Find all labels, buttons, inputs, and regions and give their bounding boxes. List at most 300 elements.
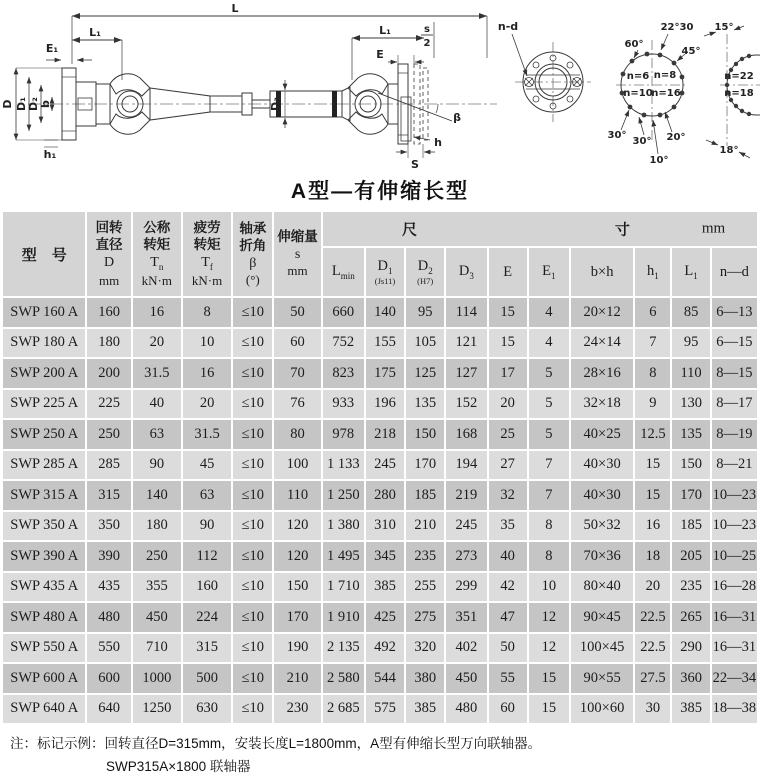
count-label-n16: n=16 <box>651 88 681 99</box>
value-cell: 500 <box>183 664 231 693</box>
value-cell: 640 <box>87 695 130 724</box>
model-cell: SWP 250 A <box>3 420 85 449</box>
value-cell: 127 <box>446 359 486 388</box>
value-cell: 380 <box>406 664 444 693</box>
count-label-n8: n=8 <box>653 70 677 81</box>
value-cell: 10 <box>529 573 569 602</box>
value-cell: 47 <box>489 603 527 632</box>
angle-label-15: 15° <box>714 22 734 33</box>
value-cell: 575 <box>366 695 404 724</box>
value-cell: 600 <box>87 664 130 693</box>
value-cell: 130 <box>672 390 709 419</box>
table-row <box>3 329 757 358</box>
dim-label-D3: D₃ <box>269 97 282 111</box>
model-cell: SWP 160 A <box>3 298 85 327</box>
value-cell: 120 <box>274 542 320 571</box>
dim-label-E1: E₁ <box>45 42 59 55</box>
value-cell: 180 <box>133 512 181 541</box>
table-row <box>3 603 757 632</box>
value-cell: 170 <box>672 481 709 510</box>
value-cell: 17 <box>489 359 527 388</box>
value-cell: 10—23 <box>712 481 757 510</box>
footnote <box>10 733 760 776</box>
dim-label-D1: D₁ <box>15 97 28 111</box>
col-header-extension: 伸缩量 s mm <box>274 212 320 296</box>
value-cell: 450 <box>133 603 181 632</box>
value-cell: 6 <box>635 298 670 327</box>
value-cell: 225 <box>87 390 130 419</box>
value-cell: 310 <box>366 512 404 541</box>
value-cell: 345 <box>366 542 404 571</box>
value-cell: 90×45 <box>571 603 633 632</box>
value-cell: 544 <box>366 664 404 693</box>
technical-drawing <box>0 0 760 172</box>
value-cell: 15 <box>489 298 527 327</box>
value-cell: 32 <box>489 481 527 510</box>
value-cell: 6—15 <box>712 329 757 358</box>
table-row <box>3 451 757 480</box>
angle-label-30-b: 30° <box>632 136 652 147</box>
value-cell: 90×55 <box>571 664 633 693</box>
table-row <box>3 481 757 510</box>
table-row <box>3 542 757 571</box>
col-group-dimensions <box>323 212 757 246</box>
value-cell: 1250 <box>133 695 181 724</box>
dim-label-E: E <box>376 48 384 61</box>
value-cell: 210 <box>274 664 320 693</box>
value-cell: ≤10 <box>233 695 272 724</box>
value-cell: 60 <box>274 329 320 358</box>
value-cell: 114 <box>446 298 486 327</box>
table-row <box>3 634 757 663</box>
value-cell: 385 <box>366 573 404 602</box>
value-cell: 8 <box>529 542 569 571</box>
value-cell: ≤10 <box>233 573 272 602</box>
value-cell: 200 <box>87 359 130 388</box>
value-cell: ≤10 <box>233 634 272 663</box>
value-cell: 121 <box>446 329 486 358</box>
col-header-rotation-diameter: 回转 直径 D mm <box>87 212 130 296</box>
value-cell: 355 <box>133 573 181 602</box>
value-cell: 80 <box>274 420 320 449</box>
value-cell: ≤10 <box>233 420 272 449</box>
value-cell: 2 685 <box>323 695 364 724</box>
value-cell: 219 <box>446 481 486 510</box>
value-cell: 185 <box>672 512 709 541</box>
value-cell: 245 <box>446 512 486 541</box>
header-line: 折角 <box>239 238 267 254</box>
value-cell: 140 <box>366 298 404 327</box>
model-cell: SWP 315 A <box>3 481 85 510</box>
value-cell: 150 <box>274 573 320 602</box>
model-cell: SWP 600 A <box>3 664 85 693</box>
value-cell: 20 <box>635 573 670 602</box>
value-cell: 15 <box>529 695 569 724</box>
value-cell: 492 <box>366 634 404 663</box>
angle-label-18: 18° <box>719 145 739 156</box>
model-cell: SWP 225 A <box>3 390 85 419</box>
value-cell: 210 <box>406 512 444 541</box>
value-cell: 60 <box>489 695 527 724</box>
angle-label-20: 20° <box>666 132 686 143</box>
value-cell: 30 <box>635 695 670 724</box>
value-cell: 150 <box>406 420 444 449</box>
col-header-lmin: $L_{min}$ <box>323 248 364 296</box>
value-cell: 50×32 <box>571 512 633 541</box>
value-cell: 218 <box>366 420 404 449</box>
value-cell: 8 <box>635 359 670 388</box>
value-cell: 230 <box>274 695 320 724</box>
value-cell: 8—15 <box>712 359 757 388</box>
col-header-l1: $L_1$ <box>672 248 709 296</box>
value-cell: 273 <box>446 542 486 571</box>
table-row <box>3 420 757 449</box>
value-cell: 110 <box>274 481 320 510</box>
value-cell: 360 <box>672 664 709 693</box>
value-cell: 290 <box>672 634 709 663</box>
value-cell: 8—19 <box>712 420 757 449</box>
value-cell: 135 <box>406 390 444 419</box>
value-cell: 1000 <box>133 664 181 693</box>
header-line: 转矩 <box>143 237 171 253</box>
value-cell: 168 <box>446 420 486 449</box>
dim-label-n-d: n-d <box>497 20 519 33</box>
value-cell: 1 133 <box>323 451 364 480</box>
value-cell: 224 <box>183 603 231 632</box>
model-cell: SWP 435 A <box>3 573 85 602</box>
value-cell: 28×16 <box>571 359 633 388</box>
value-cell: 150 <box>672 451 709 480</box>
value-cell: ≤10 <box>233 481 272 510</box>
value-cell: 978 <box>323 420 364 449</box>
value-cell: 235 <box>672 573 709 602</box>
dim-label-b: b <box>39 100 52 108</box>
value-cell: 22.5 <box>635 634 670 663</box>
value-cell: 90 <box>183 512 231 541</box>
col-header-d2: $D_2$ (H7) <box>406 248 444 296</box>
col-header-h1: $h_1$ <box>635 248 670 296</box>
value-cell: 1 710 <box>323 573 364 602</box>
value-cell: 80×40 <box>571 573 633 602</box>
value-cell: 351 <box>446 603 486 632</box>
value-cell: 190 <box>274 634 320 663</box>
value-cell: 933 <box>323 390 364 419</box>
value-cell: 1 380 <box>323 512 364 541</box>
group-header-unit: mm <box>701 220 726 237</box>
table-row <box>3 390 757 419</box>
value-cell: 45 <box>183 451 231 480</box>
col-header-nd: n—d <box>712 248 757 296</box>
value-cell: 250 <box>87 420 130 449</box>
angle-label-60: 60° <box>624 39 644 50</box>
value-cell: ≤10 <box>233 603 272 632</box>
value-cell: 40 <box>133 390 181 419</box>
value-cell: ≤10 <box>233 451 272 480</box>
value-cell: 120 <box>274 512 320 541</box>
value-cell: 100 <box>274 451 320 480</box>
value-cell: 16 <box>133 298 181 327</box>
header-line: 疲劳 <box>193 219 221 235</box>
value-cell: 63 <box>183 481 231 510</box>
count-label-n18: n=18 <box>724 88 754 99</box>
value-cell: 235 <box>406 542 444 571</box>
value-cell: 63 <box>133 420 181 449</box>
value-cell: 31.5 <box>183 420 231 449</box>
value-cell: 152 <box>446 390 486 419</box>
dim-label-beta: β <box>453 111 461 124</box>
value-cell: 194 <box>446 451 486 480</box>
value-cell: 100×45 <box>571 634 633 663</box>
model-cell: SWP 640 A <box>3 695 85 724</box>
value-cell: 10—23 <box>712 512 757 541</box>
header-line: 轴承 <box>239 220 267 236</box>
value-cell: 16 <box>635 512 670 541</box>
dim-label-L1-right: L₁ <box>379 24 391 37</box>
value-cell: 823 <box>323 359 364 388</box>
value-cell: 20 <box>489 390 527 419</box>
value-cell: 385 <box>672 695 709 724</box>
value-cell: 12.5 <box>635 420 670 449</box>
value-cell: 320 <box>406 634 444 663</box>
value-cell: 12 <box>529 603 569 632</box>
value-cell: 255 <box>406 573 444 602</box>
value-cell: 660 <box>323 298 364 327</box>
model-cell: SWP 480 A <box>3 603 85 632</box>
value-cell: 196 <box>366 390 404 419</box>
value-cell: 8—21 <box>712 451 757 480</box>
value-cell: 265 <box>672 603 709 632</box>
dim-label-D2: D₂ <box>27 97 40 111</box>
value-cell: 27 <box>489 451 527 480</box>
value-cell: 280 <box>366 481 404 510</box>
value-cell: 55 <box>489 664 527 693</box>
value-cell: ≤10 <box>233 512 272 541</box>
value-cell: ≤10 <box>233 542 272 571</box>
value-cell: 425 <box>366 603 404 632</box>
value-cell: 170 <box>406 451 444 480</box>
value-cell: 95 <box>406 298 444 327</box>
value-cell: 100×60 <box>571 695 633 724</box>
value-cell: 125 <box>406 359 444 388</box>
value-cell: 24×14 <box>571 329 633 358</box>
value-cell: 480 <box>446 695 486 724</box>
value-cell: 6—13 <box>712 298 757 327</box>
dim-label-h1: h₁ <box>43 148 57 161</box>
value-cell: 12 <box>529 634 569 663</box>
value-cell: 752 <box>323 329 364 358</box>
value-cell: 22—34 <box>712 664 757 693</box>
col-header-d1: $D_1$ (Js11) <box>366 248 404 296</box>
col-header-model: 型 号 <box>3 212 85 296</box>
model-cell: SWP 390 A <box>3 542 85 571</box>
value-cell: 480 <box>87 603 130 632</box>
value-cell: 32×18 <box>571 390 633 419</box>
value-cell: 4 <box>529 298 569 327</box>
value-cell: 15 <box>489 329 527 358</box>
count-label-n10: n=10 <box>623 88 653 99</box>
value-cell: 40×30 <box>571 451 633 480</box>
dim-label-s-over-2-num: s <box>424 24 430 35</box>
value-cell: 9 <box>635 390 670 419</box>
value-cell: 160 <box>87 298 130 327</box>
value-cell: 40 <box>489 542 527 571</box>
note-line-1: 注：标记示例：回转直径D=315mm，安装长度L=1800mm，A型有伸缩长型万向联轴器。 <box>10 736 542 751</box>
value-cell: 185 <box>406 481 444 510</box>
value-cell: 15 <box>635 451 670 480</box>
value-cell: 450 <box>446 664 486 693</box>
note-line-2: SWP315A×1800 联轴器 <box>106 758 251 774</box>
dim-label-L1-left: L₁ <box>89 26 101 39</box>
dim-label-s-over-2-den: 2 <box>423 38 431 49</box>
value-cell: 630 <box>183 695 231 724</box>
value-cell: 105 <box>406 329 444 358</box>
value-cell: 1 910 <box>323 603 364 632</box>
value-cell: 140 <box>133 481 181 510</box>
header-line: 转矩 <box>193 237 221 253</box>
value-cell: 50 <box>489 634 527 663</box>
table-row <box>3 298 757 327</box>
value-cell: 710 <box>133 634 181 663</box>
value-cell: 20 <box>133 329 181 358</box>
value-cell: 95 <box>672 329 709 358</box>
header-line: 伸缩量 <box>277 229 318 245</box>
value-cell: 402 <box>446 634 486 663</box>
flange-bolt-view <box>512 34 591 122</box>
table-row <box>3 573 757 602</box>
col-header-bxh: b×h <box>571 248 633 296</box>
group-header-chi-2: 寸 <box>614 221 630 239</box>
value-cell: 285 <box>87 451 130 480</box>
value-cell: 250 <box>133 542 181 571</box>
group-header-chi-1: 尺 <box>402 221 418 239</box>
value-cell: 110 <box>672 359 709 388</box>
value-cell: 1 495 <box>323 542 364 571</box>
value-cell: 385 <box>406 695 444 724</box>
value-cell: 25 <box>489 420 527 449</box>
value-cell: 350 <box>87 512 130 541</box>
value-cell: 16—31 <box>712 603 757 632</box>
value-cell: 76 <box>274 390 320 419</box>
value-cell: 40×30 <box>571 481 633 510</box>
table-row <box>3 695 757 724</box>
value-cell: 27.5 <box>635 664 670 693</box>
value-cell: 7 <box>529 451 569 480</box>
value-cell: 70 <box>274 359 320 388</box>
count-label-n6: n=6 <box>626 71 650 82</box>
angle-label-30-a: 30° <box>607 130 627 141</box>
dim-label-D: D <box>1 99 14 109</box>
angle-label-45: 45° <box>681 46 701 57</box>
table-row <box>3 664 757 693</box>
value-cell: 2 135 <box>323 634 364 663</box>
value-cell: 50 <box>274 298 320 327</box>
header-line: 回转 <box>95 219 123 235</box>
angle-label-10: 10° <box>649 155 669 166</box>
col-header-e1: $E_1$ <box>529 248 569 296</box>
value-cell: 155 <box>366 329 404 358</box>
value-cell: 5 <box>529 420 569 449</box>
value-cell: 40×25 <box>571 420 633 449</box>
header-line: 公称 <box>143 219 171 235</box>
value-cell: 205 <box>672 542 709 571</box>
value-cell: 7 <box>635 329 670 358</box>
model-cell: SWP 350 A <box>3 512 85 541</box>
table-row <box>3 359 757 388</box>
value-cell: ≤10 <box>233 298 272 327</box>
table-row <box>3 512 757 541</box>
value-cell: 4 <box>529 329 569 358</box>
col-header-e: E <box>489 248 527 296</box>
value-cell: 390 <box>87 542 130 571</box>
value-cell: 20×12 <box>571 298 633 327</box>
value-cell: 8 <box>183 298 231 327</box>
col-header-fatigue-torque: 疲劳 转矩 $T_f$ kN·m <box>183 212 231 296</box>
model-cell: SWP 285 A <box>3 451 85 480</box>
col-header-bearing-angle: 轴承 折角 β (°) <box>233 212 272 296</box>
value-cell: 180 <box>87 329 130 358</box>
model-cell: SWP 180 A <box>3 329 85 358</box>
value-cell: 160 <box>183 573 231 602</box>
value-cell: 8—17 <box>712 390 757 419</box>
value-cell: 315 <box>183 634 231 663</box>
value-cell: 299 <box>446 573 486 602</box>
value-cell: 18 <box>635 542 670 571</box>
value-cell: ≤10 <box>233 664 272 693</box>
value-cell: 435 <box>87 573 130 602</box>
value-cell: 8 <box>529 512 569 541</box>
value-cell: 170 <box>274 603 320 632</box>
col-header-nominal-torque: 公称 转矩 $T_n$ kN·m <box>133 212 181 296</box>
page-title: A型—有伸缩长型 <box>290 180 470 203</box>
value-cell: 85 <box>672 298 709 327</box>
model-cell: SWP 550 A <box>3 634 85 663</box>
value-cell: 7 <box>529 481 569 510</box>
value-cell: 31.5 <box>133 359 181 388</box>
angle-label-22-30: 22°30 <box>660 22 694 33</box>
value-cell: 16 <box>183 359 231 388</box>
dim-label-h: h <box>434 136 442 149</box>
value-cell: 42 <box>489 573 527 602</box>
value-cell: 112 <box>183 542 231 571</box>
value-cell: 5 <box>529 390 569 419</box>
value-cell: 5 <box>529 359 569 388</box>
value-cell: ≤10 <box>233 359 272 388</box>
value-cell: 1 250 <box>323 481 364 510</box>
dim-label-L: L <box>231 2 239 15</box>
value-cell: 70×36 <box>571 542 633 571</box>
value-cell: 315 <box>87 481 130 510</box>
header-line: 直径 <box>95 237 123 253</box>
model-cell: SWP 200 A <box>3 359 85 388</box>
value-cell: 90 <box>133 451 181 480</box>
value-cell: ≤10 <box>233 329 272 358</box>
value-cell: 18—38 <box>712 695 757 724</box>
value-cell: 175 <box>366 359 404 388</box>
count-label-n22: n=22 <box>724 71 754 82</box>
value-cell: ≤10 <box>233 390 272 419</box>
value-cell: 135 <box>672 420 709 449</box>
value-cell: 2 580 <box>323 664 364 693</box>
col-header-d3: $D_3$ <box>446 248 486 296</box>
value-cell: 275 <box>406 603 444 632</box>
value-cell: 16—31 <box>712 634 757 663</box>
spec-table <box>1 210 759 725</box>
value-cell: 10 <box>183 329 231 358</box>
value-cell: 245 <box>366 451 404 480</box>
dim-label-S: S <box>411 158 419 171</box>
value-cell: 15 <box>529 664 569 693</box>
value-cell: 35 <box>489 512 527 541</box>
